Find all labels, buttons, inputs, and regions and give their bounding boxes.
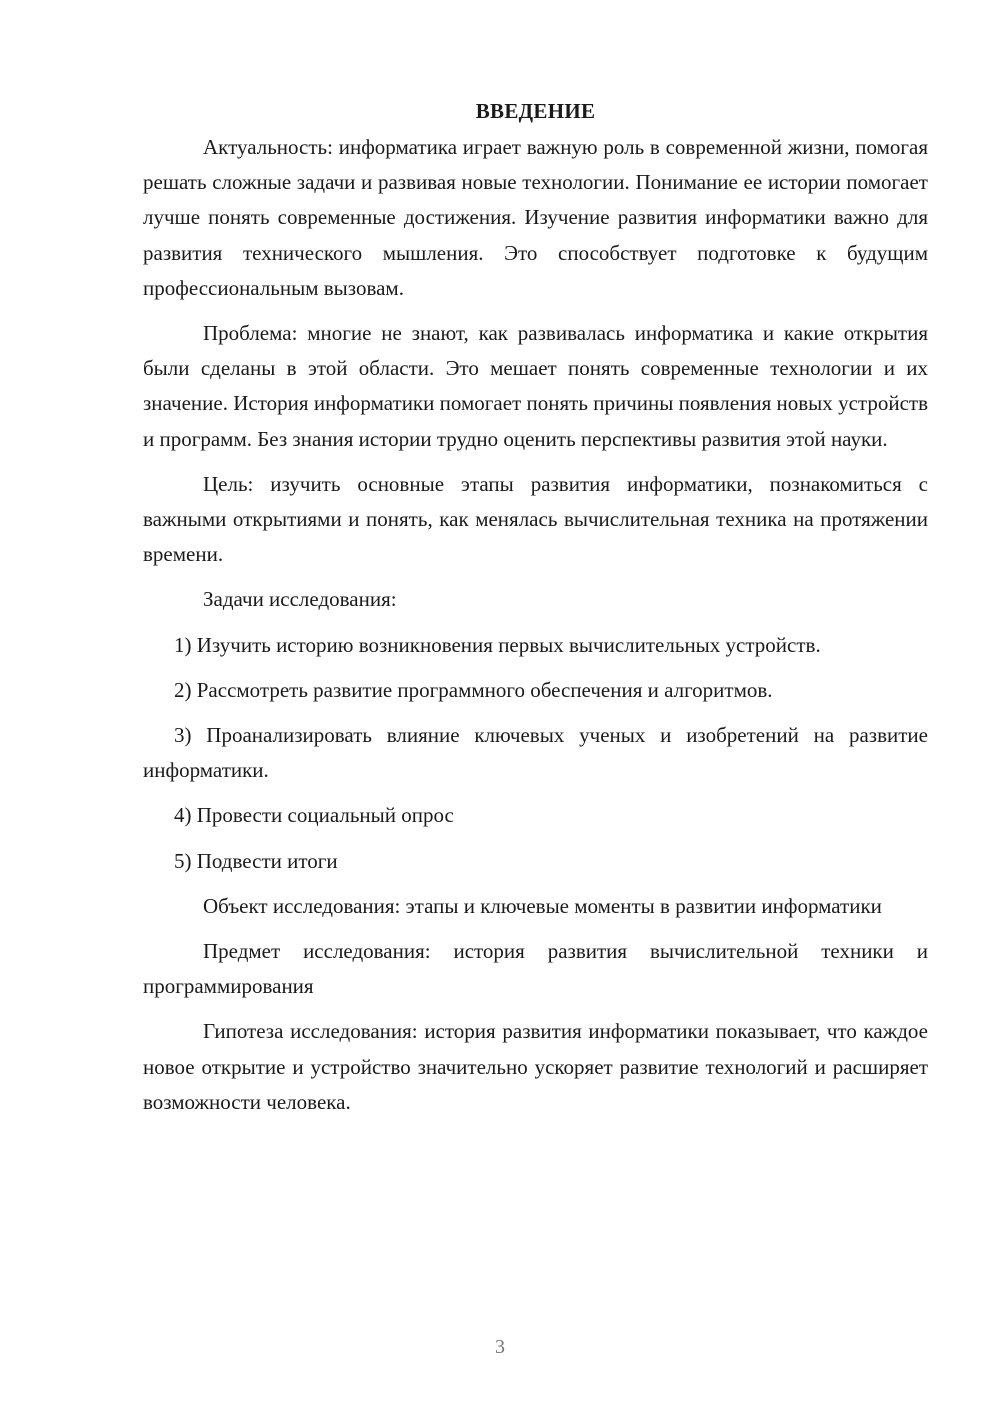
paragraph-goal: Цель: изучить основные этапы развития информатики, познакомиться с важными открытиями и понять, как менялась вычислительная техника на протяжении времени.: [143, 471, 928, 567]
page-number: 3: [495, 1336, 505, 1358]
paragraph-object: Объект исследования: этапы и ключевые моменты в развитии информатики: [203, 893, 882, 918]
task-item-3: 3) Проанализировать влияние ключевых ученых и изобретений на развитие информатики.: [143, 723, 928, 783]
paragraph-subject: Предмет исследования: история развития вычислительной техники и программирования: [143, 939, 928, 999]
section-title: ВВЕДЕНИЕ: [475, 99, 596, 123]
task-item-5: 5) Подвести итоги: [174, 848, 338, 873]
task-item-2: 2) Рассмотреть развитие программного обеспечения и алгоритмов.: [174, 677, 773, 702]
paragraph-problem: Проблема: многие не знают, как развивалась информатика и какие открытия были сделаны в этой области. Это мешает понять современные технологии и их значение. История информатики помогает понять причины появления новых устройств и программ. Без знания истории трудно оценить перспективы развития этой науки.: [143, 321, 928, 451]
task-item-1: 1) Изучить историю возникновения первых вычислительных устройств.: [174, 632, 821, 657]
paragraph-relevance: Актуальность: информатика играет важную роль в современной жизни, помогая решать сложные задачи и развивая новые технологии. Понимание ее истории помогает лучше понять современные достижения. Изучение развития информатики важно для развития технического мышления. Это способствует подготовке к будущим профессиональным вызовам.: [143, 135, 928, 300]
document-page: [143, 96, 928, 1120]
task-item-4: 4) Провести социальный опрос: [174, 803, 454, 828]
paragraph-hypothesis: Гипотеза исследования: история развития информатики показывает, что каждое новое открытие и устройство значительно ускоряет развитие технологий и расширяет возможности человека.: [143, 1019, 928, 1114]
tasks-heading: Задачи исследования:: [203, 587, 397, 612]
